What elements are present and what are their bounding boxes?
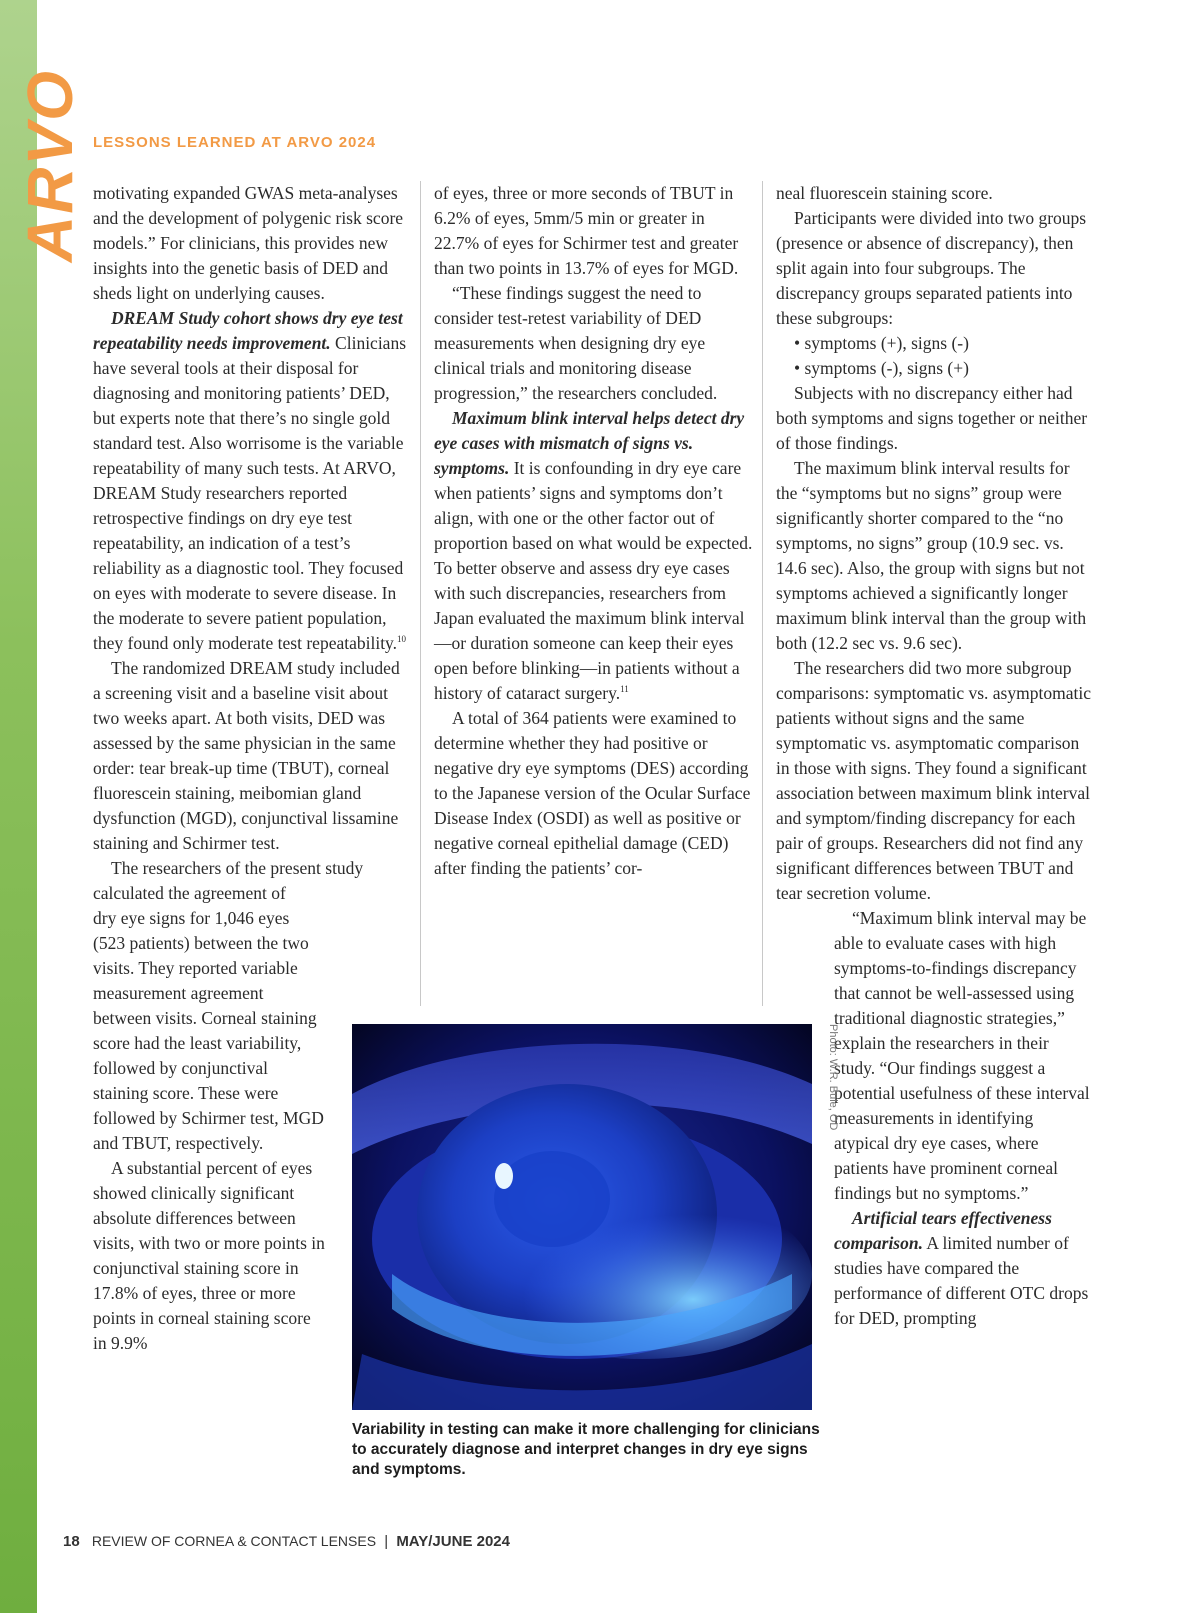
paragraph: Participants were divided into two groups (presence or absence of discrepancy), then split again into four subgroups. The discrepancy groups separated patients into these subgroups: [776,208,1087,328]
paragraph-body: A limited number of studies have compared the performance of different OTC drops for DED, prompting [834,1233,1089,1328]
reference-marker: 10 [397,634,407,645]
subhead-dream-study: DREAM Study cohort shows dry eye test repeatability needs improvement. [93,308,403,353]
issue-date: MAY/JUNE 2024 [396,1533,510,1550]
paragraph-body: It is confounding in dry eye care when patients’ signs and symptoms don’t align, with one or the other factor out of proportion based on what would be expected. To better observe and assess dry eye cases with such discrepancies, researchers from Japan evaluated the maximum blink interval—or duration someone can keep their eyes open before blinking—in patients without a history of cataract surgery. [434,458,753,703]
paragraph [434,406,754,706]
eye-photo [352,1024,812,1410]
subhead-blink-interval: Maximum blink interval helps detect dry eye cases with mismatch of signs vs. symptoms. [434,408,745,478]
text-column-3 [776,181,1092,1331]
paragraph: of eyes, three or more seconds of TBUT in 6.2% of eyes, 5mm/5 min or greater in 22.7% of eyes for Schirmer test and greater than two points in 13.7% of eyes for MGD. [434,183,739,278]
bullet-item: • symptoms (-), signs (+) [794,358,969,378]
paragraph: “These findings suggest the need to consider test-retest variability of DED measurements when designing dry eye clinical trials and monitoring disease progression,” the researchers concluded. [434,283,718,403]
paragraph: The researchers did two more subgroup comparisons: symptomatic vs. asymptomatic patients without signs and the same symptomatic vs. asymptomatic comparison in those with signs. They found a significant association between maximum blink interval and symptom/finding discrepancy for each pair of groups. Researchers did not find any significant differences between TBUT and tear secretion volume. [776,658,1091,903]
text-column-2 [434,181,754,881]
paragraph: Subjects with no discrepancy either had both symptoms and signs together or neither of those findings. [776,383,1088,453]
paragraph-body: Clinicians have several tools at their disposal for diagnosing and monitoring patients’ DED, but experts note that there’s no single gold standard test. Also worrisome is the variable repeatability of many such tests. At ARVO, DREAM Study researchers reported retrospective findings on dry eye test repeatability, an indication of a test’s reliability as a diagnostic tool. They focused on eyes with moderate to severe disease. In the moderate to severe patient population, they found only moderate test repeatability. [93,333,407,653]
publication-name: REVIEW OF CORNEA & CONTACT LENSES [91,1533,377,1549]
article-kicker: LESSONS LEARNED AT ARVO 2024 [93,134,377,151]
paragraph [834,1206,1092,1331]
column-divider [762,181,763,1006]
paragraph: “Maximum blink interval may be able to evaluate cases with high symptoms-to-findings discrepancy that cannot be well-assessed using traditional diagnostic strategies,” explain the researchers in their study. “Our findings suggest a potential usefulness of these interval measurements in identifying atypical dry eye cases, where patients have prominent corneal findings but no symptoms.” [834,908,1090,1203]
page-number: 18 [63,1533,80,1550]
footer-separator: | [384,1533,389,1550]
reference-marker: 11 [620,684,629,695]
column-divider [420,181,421,1006]
eye-illustration [352,1024,812,1410]
paragraph [93,306,411,656]
photo-caption: Variability in testing can make it more challenging for clinicians to accurately diagnose and interpret changes in dry eye signs and symptoms. [352,1421,820,1478]
wrapped-text [93,906,325,1356]
subhead-artificial-tears: Artificial tears effectiveness comparison. [834,1208,1052,1253]
paragraph: The researchers of the present study calculated the agreement of [93,858,364,903]
wrapped-text [776,906,1092,1331]
bullet-item: • symptoms (+), signs (-) [794,333,969,353]
paragraph: A total of 364 patients were examined to determine whether they had positive or negative dry eye symptoms (DES) according to the Japanese version of the Ocular Surface Disease Index (OSDI) as well as positive or negative corneal epithelial damage (CED) after finding the patients’ cor- [434,708,751,878]
paragraph: motivating expanded GWAS meta-analyses and the development of polygenic risk score models.” For clinicians, this provides new insights into the genetic basis of DED and sheds light on underlying causes. [93,183,404,303]
photo-credit: Photo: W.R. Buie, OD [827,1024,839,1131]
paragraph: A substantial percent of eyes showed clinically significant absolute differences between visits, with two or more points in conjunctival staining score in 17.8% of eyes, three or more points in corneal staining score in 9.9% [93,1158,325,1353]
page-footer [63,1533,510,1550]
paragraph: dry eye signs for 1,046 eyes (523 patients) between the two visits. They reported variable measurement agreement between visits. Corneal staining score had the least variability, followed by conjunctival staining score. These were followed by Schirmer test, MGD and TBUT, respectively. [93,908,324,1153]
paragraph: The maximum blink interval results for the “symptoms but no signs” group were significantly shorter compared to the “no symptoms, no signs” group (10.9 sec. vs. 14.6 sec). Also, the group with signs but not symptoms achieved a significantly longer maximum blink interval than the group with both (12.2 sec vs. 9.6 sec). [776,458,1087,653]
paragraph: The randomized DREAM study included a screening visit and a baseline visit about two weeks apart. At both visits, DED was assessed by the same physician in the same order: tear break-up time (TBUT), corneal fluorescein staining, meibomian gland dysfunction (MGD), conjunctival lissamine staining and Schirmer test. [93,658,400,853]
section-label-arvo: ARVO [14,69,86,262]
paragraph: neal fluorescein staining score. [776,183,993,203]
